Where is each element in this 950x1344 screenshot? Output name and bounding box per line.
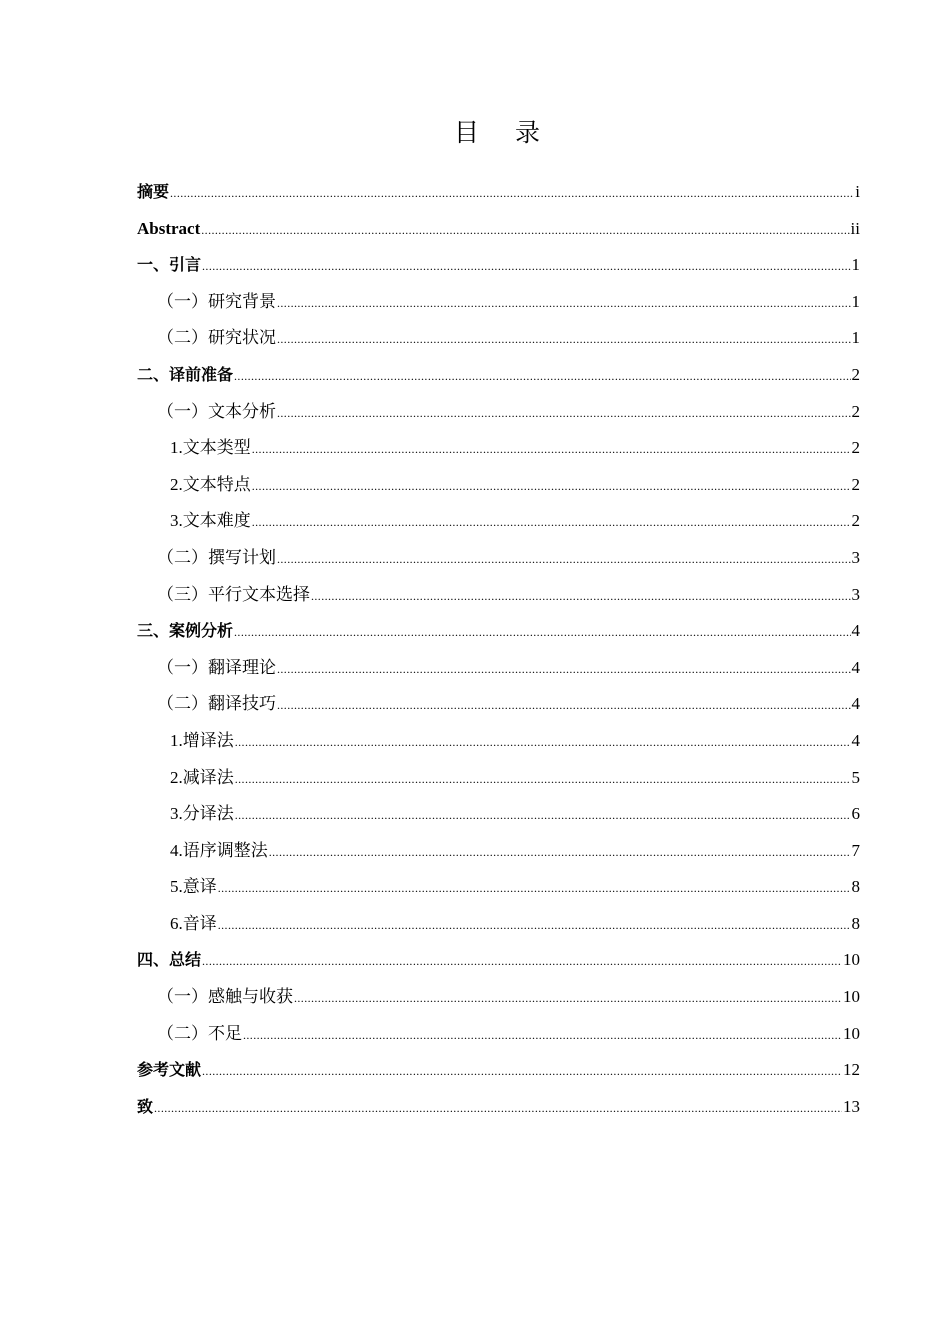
toc-page-number: 4 <box>851 694 860 714</box>
toc-dot-leader <box>218 873 851 903</box>
toc-entry-references[interactable] <box>137 1055 860 1092</box>
toc-entry-shortcomings[interactable] <box>137 1019 860 1056</box>
toc-entry-label: 3.文本难度 <box>170 511 251 531</box>
toc-entry-text-difficulty[interactable] <box>137 506 860 543</box>
toc-dot-leader <box>311 581 851 611</box>
toc-page-number: 2 <box>851 401 860 421</box>
toc-entry-text-type[interactable] <box>137 433 860 470</box>
toc-dot-leader <box>154 1093 842 1123</box>
toc-dot-leader <box>277 690 851 720</box>
toc-entry-free-translation[interactable] <box>137 872 860 909</box>
toc-entry-label: Abstract <box>137 218 201 238</box>
toc-entry-label: （二）翻译技巧 <box>157 694 276 714</box>
toc-entry-label: 摘要 <box>137 182 170 201</box>
toc-dot-leader <box>202 251 850 281</box>
toc-page-number: 7 <box>851 840 860 860</box>
toc-page-number: 8 <box>851 913 860 933</box>
toc-page-number: 4 <box>851 657 860 677</box>
toc-page-number: 5 <box>851 767 860 787</box>
toc-entry-label: 3.分译法 <box>170 804 234 824</box>
toc-dot-leader <box>170 178 854 208</box>
toc-dot-leader <box>269 837 851 867</box>
toc-dot-leader <box>202 1056 842 1086</box>
toc-entry-label: 致 <box>137 1096 154 1116</box>
toc-page-number: ii <box>850 218 860 238</box>
toc-dot-leader <box>252 471 851 501</box>
toc-entry-research-status[interactable] <box>137 323 860 360</box>
toc-page-number: i <box>855 182 860 201</box>
toc-dot-leader <box>277 288 851 318</box>
toc-entry-abstract-cn[interactable] <box>137 177 860 214</box>
toc-entry-abstract-en[interactable] <box>137 214 860 251</box>
toc-dot-leader <box>235 800 851 830</box>
toc-entry-text-analysis[interactable] <box>137 397 860 434</box>
toc-dot-leader <box>277 544 851 574</box>
toc-entry-label: 6.音译 <box>170 913 217 933</box>
toc-entry-label: 1.文本类型 <box>170 438 251 458</box>
toc-entry-reflections[interactable] <box>137 982 860 1019</box>
toc-dot-leader <box>218 910 851 940</box>
toc-dot-leader <box>252 507 851 537</box>
toc-entry-translation-theory[interactable] <box>137 653 860 690</box>
toc-entry-division[interactable] <box>137 799 860 836</box>
toc-page-number: 1 <box>851 255 860 275</box>
toc-entry-writing-plan[interactable] <box>137 543 860 580</box>
toc-page-number: 10 <box>843 950 860 970</box>
toc-entry-label: （一）翻译理论 <box>157 657 276 677</box>
toc-page-number: 10 <box>843 1023 860 1043</box>
toc-entry-introduction[interactable] <box>137 250 860 287</box>
toc-entry-label: 2.文本特点 <box>170 474 251 494</box>
toc-dot-leader <box>234 617 850 647</box>
toc-entry-amplification[interactable] <box>137 726 860 763</box>
toc-entry-label: （二）研究状况 <box>157 328 276 348</box>
toc-entry-conclusion[interactable] <box>137 945 860 982</box>
toc-entry-label: 4.语序调整法 <box>170 840 268 860</box>
toc-dot-leader <box>202 946 842 976</box>
toc-entry-label: 二、译前准备 <box>137 364 234 384</box>
toc-dot-leader <box>235 764 851 794</box>
toc-entry-label: （二）不足 <box>157 1023 242 1043</box>
toc-dot-leader <box>252 434 851 464</box>
toc-entry-label: 四、总结 <box>137 950 202 970</box>
toc-dot-leader <box>294 983 842 1013</box>
toc-dot-leader <box>277 654 851 684</box>
toc-page-number: 4 <box>851 621 860 641</box>
toc-page-number: 6 <box>851 804 860 824</box>
toc-page-number: 2 <box>851 474 860 494</box>
toc-dot-leader <box>243 1020 842 1050</box>
toc-title: 目 录 <box>454 118 554 147</box>
toc-entry-label: 三、案例分析 <box>137 621 234 641</box>
toc-page-number: 2 <box>851 364 860 384</box>
toc-entry-label: 1.增译法 <box>170 730 234 750</box>
toc-entry-word-order[interactable] <box>137 836 860 873</box>
toc-entry-translation-skills[interactable] <box>137 689 860 726</box>
toc-entry-label: 参考文献 <box>137 1060 202 1080</box>
toc-entry-label: （一）感触与收获 <box>157 987 293 1007</box>
toc-entry-omission[interactable] <box>137 763 860 800</box>
toc-entry-label: （三）平行文本选择 <box>157 584 310 604</box>
toc-dot-leader <box>234 361 850 391</box>
toc-page-number: 8 <box>851 877 860 897</box>
toc-list <box>137 177 860 1128</box>
toc-dot-leader <box>235 727 851 757</box>
toc-entry-case-analysis[interactable] <box>137 616 860 653</box>
toc-entry-label: 5.意译 <box>170 877 217 897</box>
toc-page-number: 4 <box>851 730 860 750</box>
toc-entry-research-background[interactable] <box>137 287 860 324</box>
toc-page-number: 2 <box>851 511 860 531</box>
toc-dot-leader <box>277 398 851 428</box>
toc-page-number: 1 <box>851 328 860 348</box>
toc-dot-leader <box>201 215 849 245</box>
toc-entry-pre-translation[interactable] <box>137 360 860 397</box>
toc-entry-label: （二）撰写计划 <box>157 547 276 567</box>
toc-dot-leader <box>277 324 851 354</box>
toc-entry-label: （一）研究背景 <box>157 291 276 311</box>
toc-entry-label: （一）文本分析 <box>157 401 276 421</box>
toc-page-number: 10 <box>843 987 860 1007</box>
toc-page-number: 12 <box>843 1060 860 1080</box>
toc-entry-transliteration[interactable] <box>137 909 860 946</box>
toc-entry-parallel-text[interactable] <box>137 580 860 617</box>
toc-page-number: 3 <box>851 584 860 604</box>
toc-page-number: 2 <box>851 438 860 458</box>
toc-page-number: 13 <box>843 1096 860 1116</box>
toc-entry-label: 2.减译法 <box>170 767 234 787</box>
toc-entry-text-features[interactable] <box>137 470 860 507</box>
toc-entry-label: 一、引言 <box>137 255 202 275</box>
toc-page-number: 3 <box>851 547 860 567</box>
toc-entry-acknowledgements[interactable] <box>137 1092 860 1129</box>
toc-page-number: 1 <box>851 291 860 311</box>
